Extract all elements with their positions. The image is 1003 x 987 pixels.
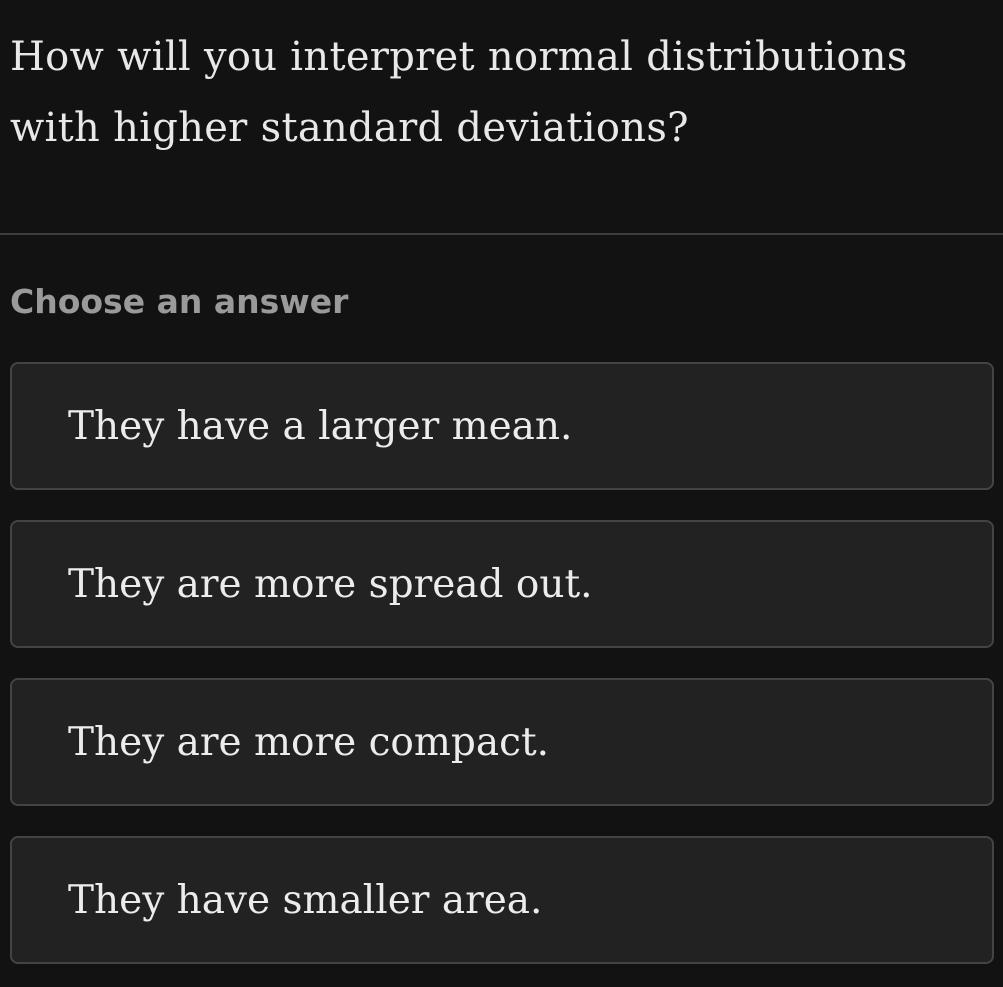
answer-option-label: They have smaller area. (68, 877, 543, 923)
question-text: How will you interpret normal distributions with higher standard deviations? (10, 34, 908, 151)
answer-option-label: They are more spread out. (68, 561, 593, 607)
answer-option-more-compact[interactable] (10, 678, 994, 806)
answer-option-smaller-area[interactable] (10, 836, 994, 964)
answer-option-label: They have a larger mean. (68, 403, 573, 449)
divider (0, 233, 1003, 235)
choose-answer-label: Choose an answer (10, 282, 349, 321)
answer-option-label: They are more compact. (68, 719, 550, 765)
answer-option-more-spread-out[interactable] (10, 520, 994, 648)
answer-option-larger-mean[interactable] (10, 362, 994, 490)
